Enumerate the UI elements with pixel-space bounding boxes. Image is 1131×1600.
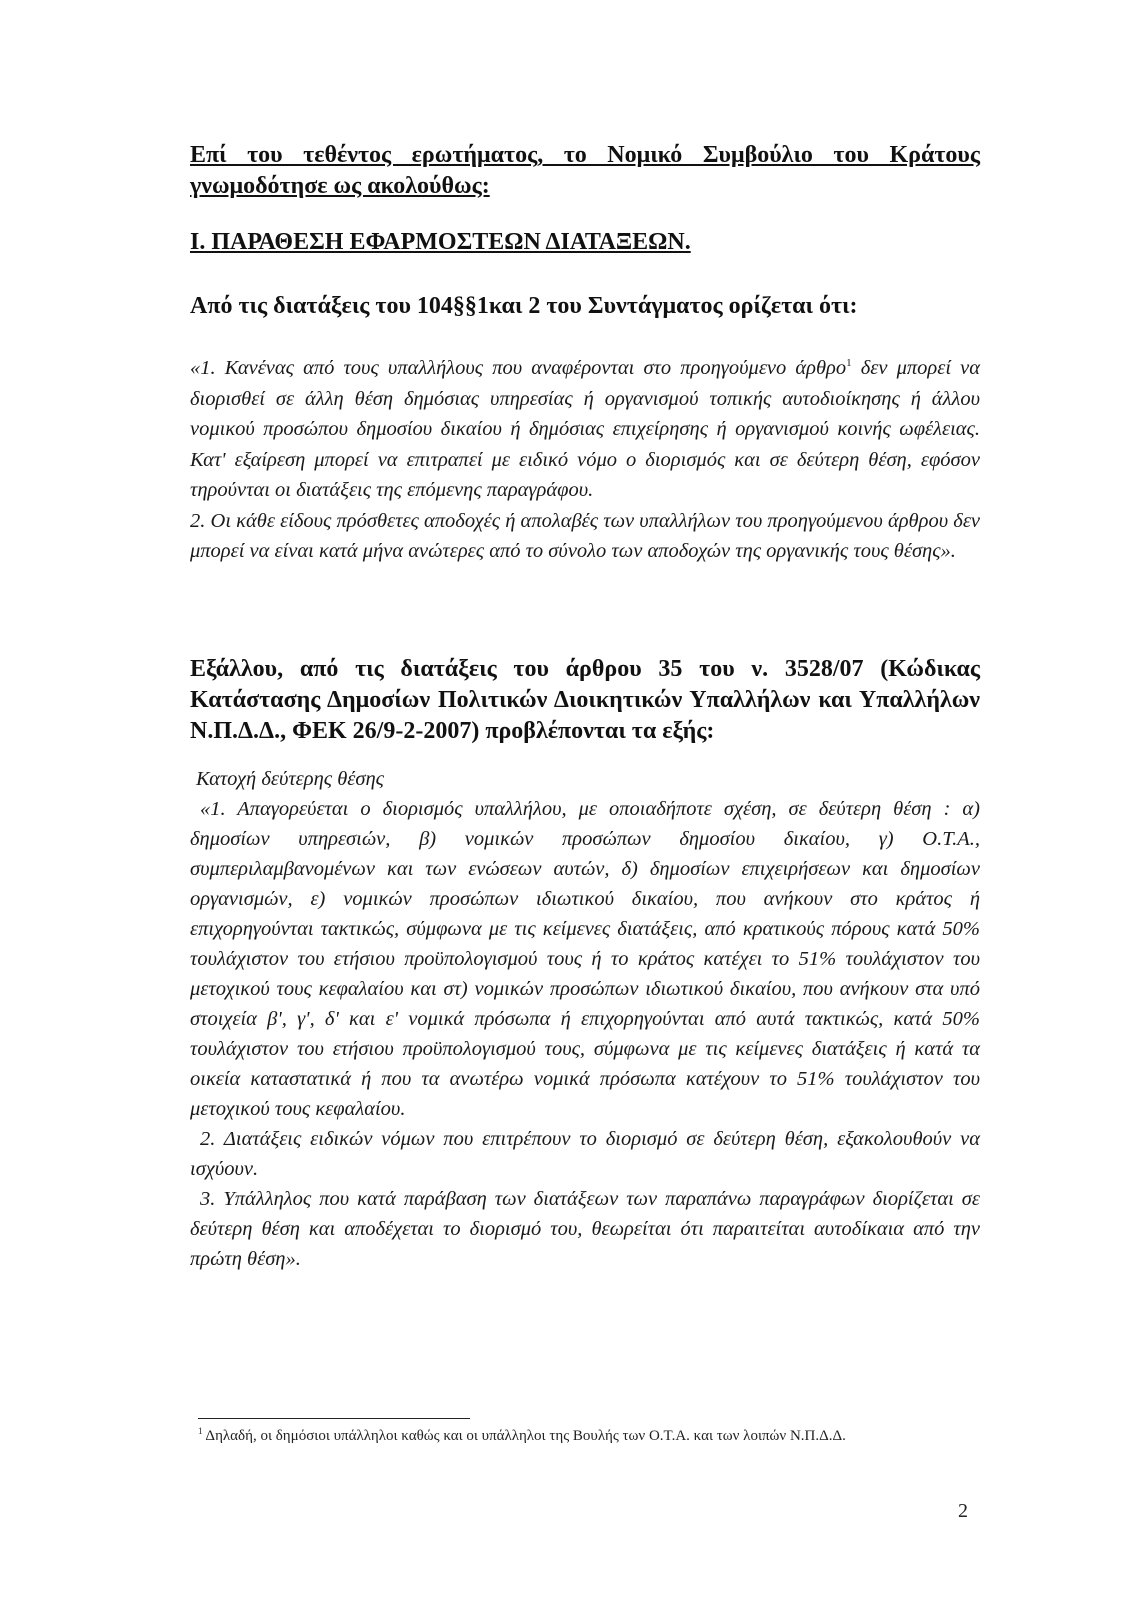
law-3528-subtitle: Κατοχή δεύτερης θέσης [196, 768, 384, 790]
law-3528-lead: Εξάλλου, από τις διατάξεις του άρθρου 35 του ν. 3528/07 (Κώδικας Κατάστασης Δημοσίων Πολιτικών Διοικητικών Υπαλλήλων και Υπαλλήλων Ν.Π.Δ.Δ., ΦΕΚ 26/9-2-2007) προβλέπονται τα εξής: [190, 656, 980, 744]
constitution-paragraph-1-rest: δεν μπορεί να διορισθεί σε άλλη θέση δημόσιας υπηρεσίας ή οργανισμού τοπικής αυτοδιοίκησης ή άλλου νομικού προσώπου δημοσίου δικαίου ή δημόσιας επιχείρησης ή οργανισμού κοινής ωφέλειας. Κατ' εξαίρεση μπορεί να επιτραπεί με ειδικό νόμο ο διορισμός και σε δεύτερη θέση, εφόσον τηρούνται οι διατάξεις της επόμενης παραγράφου. [190, 357, 980, 501]
footnote-separator [198, 1418, 470, 1419]
page-number: 2 [958, 1500, 968, 1522]
footnote-reference[interactable]: 1 [846, 357, 852, 370]
constitution-paragraph-1 [190, 353, 980, 506]
law-3528-paragraph-2: 2. Διατάξεις ειδικών νόμων που επιτρέπουν το διορισμό σε δεύτερη θέση, εξακολουθούν να ισχύουν. [190, 1128, 980, 1180]
constitution-paragraph-1-start: «1. Κανένας από τους υπαλλήλους που αναφέρονται στο προηγούμενο άρθρο [190, 357, 847, 379]
footnote [198, 1425, 988, 1447]
section-title: Ι. ΠΑΡΑΘΕΣΗ ΕΦΑΡΜΟΣΤΕΩΝ ΔΙΑΤΑΞΕΩΝ. [190, 229, 691, 255]
constitution-lead: Από τις διατάξεις του 104§§1και 2 του Συντάγματος ορίζεται ότι: [190, 293, 858, 319]
law-3528-paragraph-1: «1. Απαγορεύεται ο διορισμός υπαλλήλου, με οποιαδήποτε σχέση, σε δεύτερη θέση : α) δημοσίων υπηρεσιών, β) νομικών προσώπων δημοσίου δικαίου, γ) Ο.Τ.Α., συμπεριλαμβανομένων και των ενώσεων αυτών, δ) δημοσίων επιχειρήσεων και δημοσίων οργανισμών, ε) νομικών προσώπων ιδιωτικού δικαίου, που ανήκουν στο κράτος ή επιχορηγούνται τακτικώς, σύμφωνα με τις κείμενες διατάξεις, από κρατικούς πόρους κατά 50% τουλάχιστον του ετήσιου προϋπολογισμού τους ή το κράτος κατέχει το 51% τουλάχιστον του μετοχικού τους κεφαλαίου και στ) νομικών προσώπων ιδιωτικού δικαίου, που ανήκουν στα υπό στοιχεία β', γ', δ' και ε' νομικά πρόσωπα ή επιχορηγούνται από αυτά τακτικώς, κατά 50% τουλάχιστον του ετήσιου προϋπολογισμού τους, σύμφωνα με τις κείμενες διατάξεις ή κατά τα οικεία καταστατικά ή που τα ανωτέρω νομικά πρόσωπα κατέχουν το 51% τουλάχιστον του μετοχικού τους κεφαλαίου. [190, 798, 980, 1120]
constitution-paragraph-2: 2. Οι κάθε είδους πρόσθετες αποδοχές ή απολαβές των υπαλλήλων του προηγούμενου άρθρου δεν μπορεί να είναι κατά μήνα ανώτερες από το σύνολο των αποδοχών της οργανικής τους θέσης». [190, 509, 980, 562]
intro-heading: Επί του τεθέντος ερωτήματος, το Νομικό Συμβούλιο του Κράτους γνωμοδότησε ως ακολούθως: [190, 142, 980, 199]
constitution-quote [190, 353, 980, 567]
law-3528-quote [190, 764, 980, 1274]
law-3528-paragraph-3: 3. Υπάλληλος που κατά παράβαση των διατάξεων των παραπάνω παραγράφων διορίζεται σε δεύτερη θέση και αποδέχεται το διορισμό του, θεωρείται ότι παραιτείται αυτοδίκαια από την πρώτη θέση». [190, 1188, 980, 1270]
footnote-text: Δηλαδή, οι δημόσιοι υπάλληλοι καθώς και οι υπάλληλοι της Βουλής των Ο.Τ.Α. και των λοιπών Ν.Π.Δ.Δ. [202, 1428, 846, 1444]
footnote-marker: 1 [198, 1426, 203, 1436]
